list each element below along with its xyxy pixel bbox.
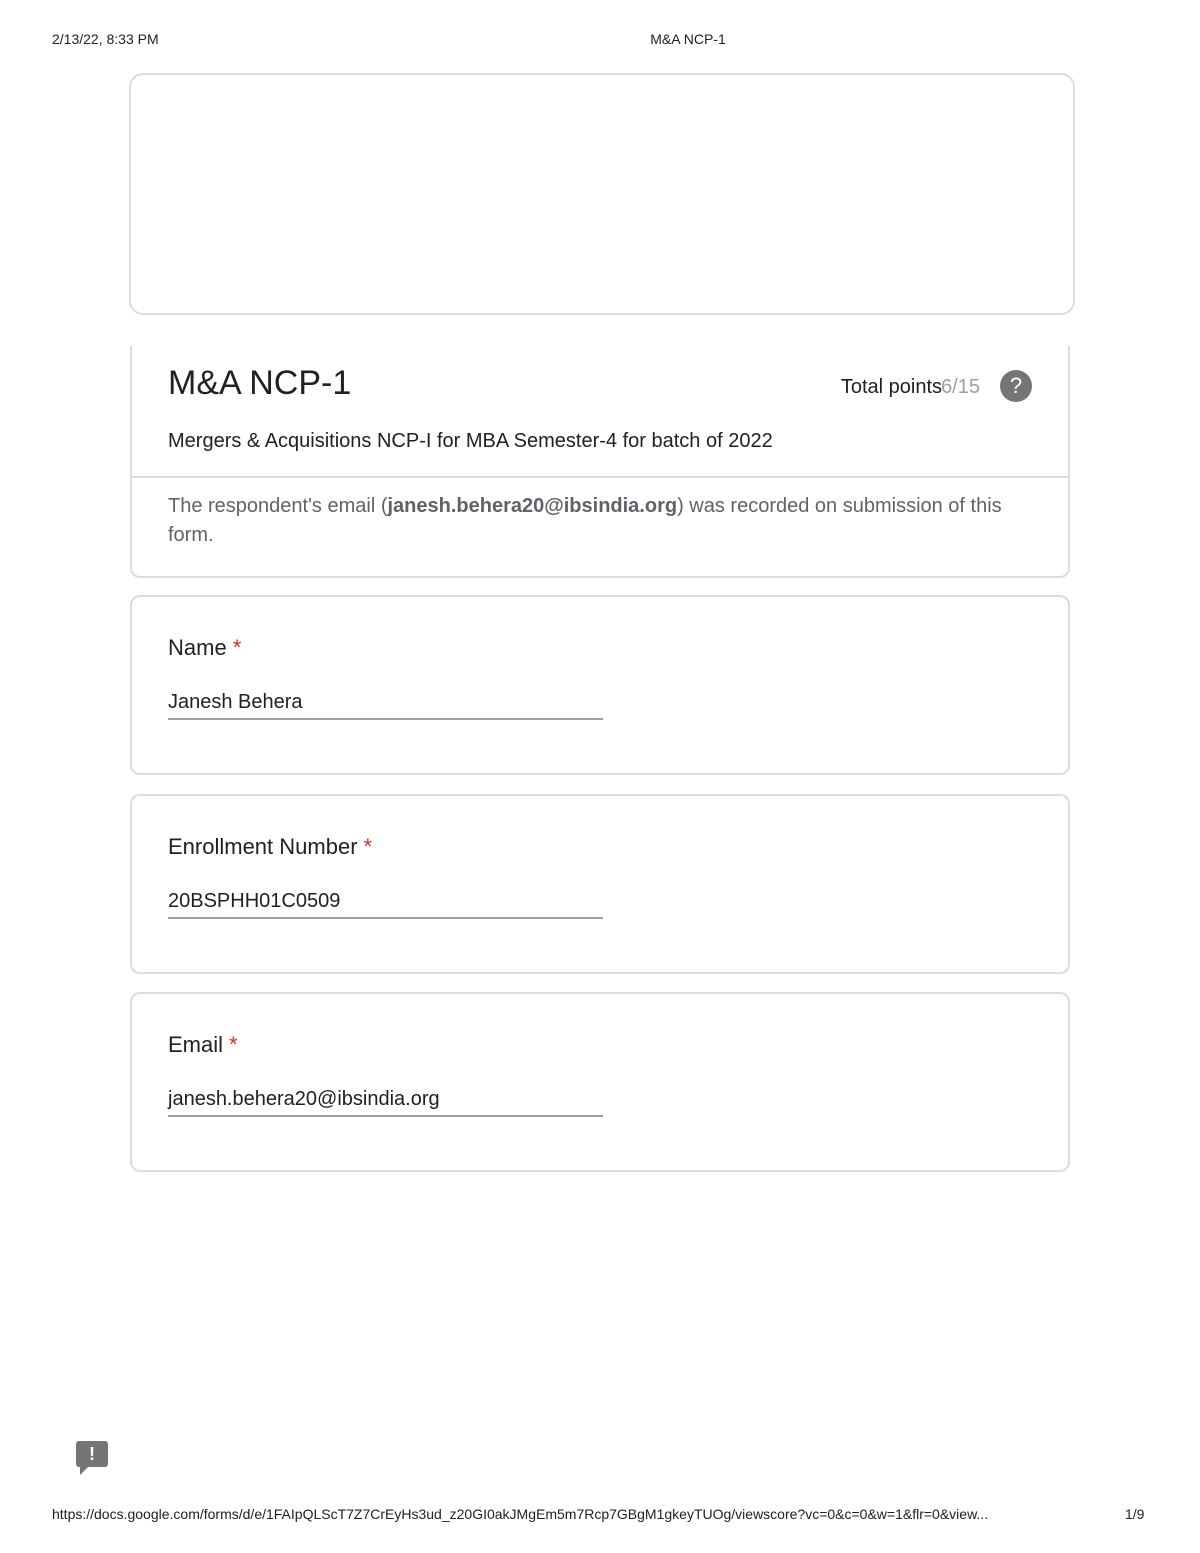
page-url: https://docs.google.com/forms/d/e/1FAIpQLScT7Z7CrEyHs3ud_z20GI0akJMgEm5m7Rcp7GBgM1gkeyTUOg/viewscore?vc=0&c=0&w=1&flr=0&view...	[52, 1506, 989, 1522]
print-header	[0, 31, 1200, 49]
question-card-enrollment-number	[130, 794, 1070, 974]
form-description: Mergers & Acquisitions NCP-I for MBA Semester-4 for batch of 2022	[168, 430, 773, 452]
report-feedback-icon[interactable]: !	[76, 1441, 108, 1467]
respondent-email: janesh.behera20@ibsindia.org	[387, 495, 678, 517]
divider	[132, 476, 1068, 478]
help-icon[interactable]: ?	[1000, 370, 1032, 402]
question-card-name	[130, 595, 1070, 775]
print-datetime: 2/13/22, 8:33 PM	[52, 31, 159, 47]
answer-field[interactable]: Janesh Behera	[168, 691, 603, 720]
question-label: Name *	[168, 635, 242, 660]
total-points-label: Total points	[840, 376, 942, 398]
total-points-value: 6/15	[941, 376, 980, 398]
answer-field[interactable]: 20BSPHH01C0509	[168, 890, 603, 919]
print-footer	[52, 1506, 1152, 1524]
question-label: Email *	[168, 1032, 238, 1057]
page-number: 1/9	[1125, 1506, 1145, 1522]
email-recorded-notice: The respondent's email (janesh.behera20@ibsindia.org) was recorded on submission of this form.	[168, 495, 1002, 546]
question-card-email	[130, 992, 1070, 1172]
form-header-banner	[129, 73, 1075, 315]
print-doc-title: M&A NCP-1	[650, 31, 726, 47]
required-asterisk: *	[363, 834, 373, 859]
form-title: M&A NCP-1	[168, 364, 352, 402]
answer-field[interactable]: janesh.behera20@ibsindia.org	[168, 1088, 603, 1117]
required-asterisk: *	[229, 1032, 238, 1057]
form-title-card	[130, 346, 1070, 578]
question-label: Enrollment Number *	[168, 834, 373, 859]
required-asterisk: *	[232, 635, 242, 660]
